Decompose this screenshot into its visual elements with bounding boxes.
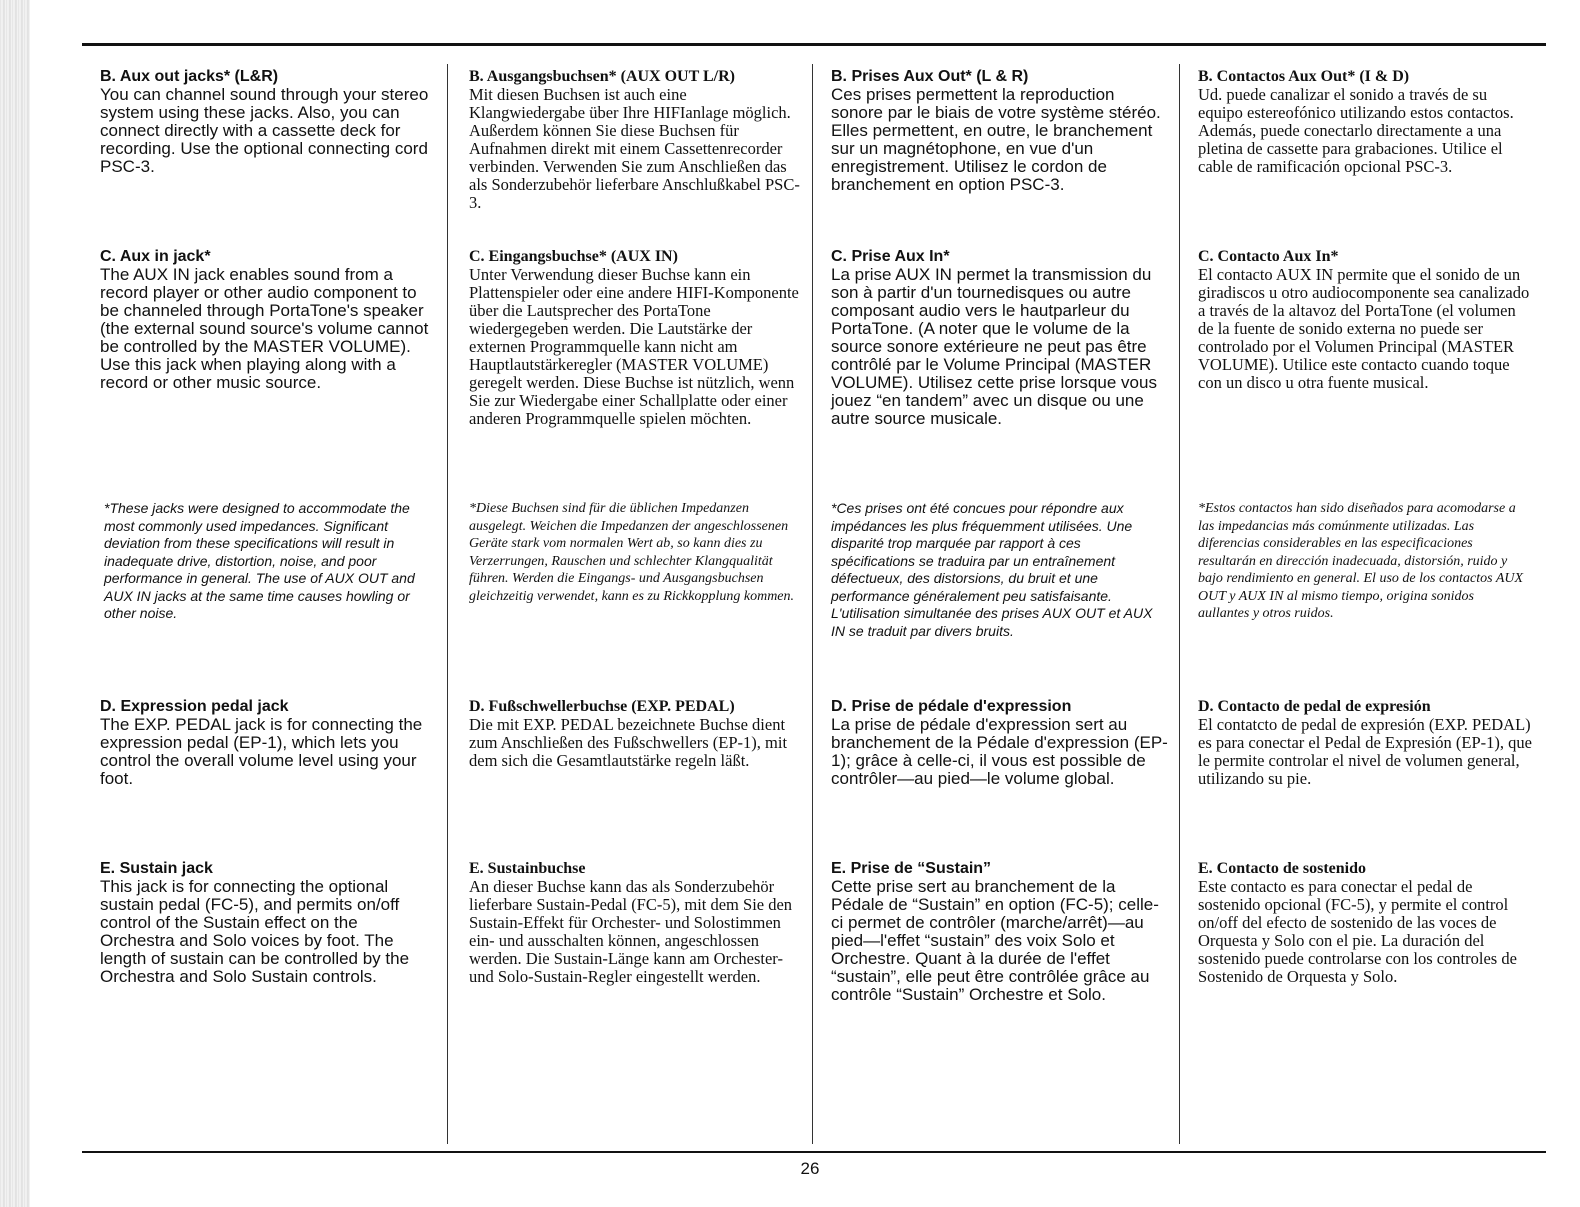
section-title: E. Sustain jack	[100, 860, 213, 877]
section-body: An dieser Buchse kann das als Sonderzubehör lieferbare Sustain-Pedal (FC-5), mit dem Sie den Sustain-Effekt für Orchester- und Solostimmen ein- und ausschalten können, angeschlossen werden. Die Sustain-Länge kann am Orchester- und Solo-Sustain-Regler eingestellt werden.	[469, 877, 793, 986]
section-title: B. Ausgangsbuchsen* (AUX OUT L/R)	[469, 68, 735, 85]
section-body: Mit diesen Buchsen ist auch eine Klangwiedergabe über Ihre HIFIanlage möglich. Außerdem können Sie diese Buchsen für Aufnahmen direkt mit einem Cassettenrecorder verbinden. Verwenden Sie zum Anschließen das als Sonderzubehör lieferbare Anschlußkabel PSC-3.	[469, 85, 800, 212]
section-sustain	[831, 860, 1169, 1004]
section-body: Este contacto es para conectar el pedal de sostenido opcional (FC-5), y permite el control on/off del efecto de sostenido de las voces de Orquesta y Solo con el pie. La duración del sostenido puede controlarse con los controles de Sostenido de Orquesta y Solo.	[1198, 877, 1517, 986]
impedance-note: *Diese Buchsen sind für die üblichen Impedanzen ausgelegt. Weichen die Impedanzen der angeschlossenen Geräte stark vom normalen Wert ab, so kann dies zu Verzerrungen, Rauschen und schlechter Klangqualität führen. Werden die Eingangs- und Ausgangsbuchsen gleichzeitig verwendet, kann es zu Rickkopplung kommen.	[469, 501, 795, 604]
section-aux-out	[1198, 68, 1532, 176]
section-title: D. Expression pedal jack	[100, 698, 289, 715]
bottom-rule	[82, 1151, 1546, 1153]
section-sustain	[469, 860, 801, 986]
column-divider	[1179, 64, 1180, 1144]
section-title: C. Contacto Aux In*	[1198, 248, 1339, 265]
section-body: La prise AUX IN permet la transmission du son à partir d'un tournedisques ou autre composant audio vers le hautparleur du PortaTone. (A noter que le volume de la source sonore extérieure ne peut pas être contrôlé par le Volume Principal (MASTER VOLUME). Utilisez cette prise lorsque vous jouez “en tandem” avec un disque ou une autre source musicale.	[831, 265, 1157, 428]
section-title: B. Prises Aux Out* (L & R)	[831, 68, 1029, 85]
section-title: D. Fußschwellerbuchse (EXP. PEDAL)	[469, 698, 735, 715]
section-aux-out	[100, 68, 436, 176]
scan-binding-edge	[0, 0, 30, 1207]
section-title: C. Aux in jack*	[100, 248, 211, 265]
section-title: C. Eingangsbuchse* (AUX IN)	[469, 248, 678, 265]
section-body: El contatcto de pedal de expresión (EXP. PEDAL) es para conectar el Pedal de Expresión (EP-1), que le permite controlar el nivel de volumen general, utilizando su pie.	[1198, 715, 1532, 788]
section-body: Die mit EXP. PEDAL bezeichnete Buchse dient zum Anschließen des Fußschwellers (EP-1), mit dem sich die Gesamtlautstärke regeln läßt.	[469, 715, 788, 770]
impedance-note: *These jacks were designed to accommodate the most commonly used impedances. Significant deviation from these specifications will result in inadequate drive, distortion, noise, and poor performance in general. The use of AUX OUT and AUX IN jacks at the same time causes howling or other noise.	[104, 500, 415, 621]
section-aux-out	[469, 68, 801, 212]
top-rule	[82, 43, 1546, 46]
section-body: You can channel sound through your stereo system using these jacks. Also, you can connect directly with a cassette deck for recording. Use the optional connecting cord PSC-3.	[100, 85, 429, 176]
page-number: 26	[800, 1159, 820, 1178]
section-body: Ces prises permettent la reproduction sonore par le biais de votre système stéréo. Elles permettent, en outre, le branchement sur un magnétophone, en vue d'un enregistrement. Utilisez le cordon de branchement en option PSC-3.	[831, 85, 1161, 194]
section-aux-in	[1198, 248, 1532, 392]
column-divider	[812, 64, 813, 1144]
section-title: E. Sustainbuchse	[469, 860, 586, 877]
section-body: La prise de pédale d'expression sert au branchement de la Pédale d'expression (EP-1); grâce à celle-ci, il vous est possible de contrôler—au pied—le volume global.	[831, 715, 1168, 788]
section-expression-pedal	[469, 698, 801, 770]
section-sustain	[100, 860, 436, 986]
section-title: B. Contactos Aux Out* (I & D)	[1198, 68, 1410, 85]
section-body: El contacto AUX IN permite que el sonido de un giradiscos u otro audiocomponente sea canalizado a través de la altavoz del PortaTone (el volumen de la fuente de sonido externa no puede ser controlado por el Volumen Principal (MASTER VOLUME). Utilice este contacto cuando toque con un disco u otra fuente musical.	[1198, 265, 1530, 392]
section-expression-pedal	[100, 698, 436, 788]
section-aux-out	[831, 68, 1169, 194]
section-title: B. Aux out jacks* (L&R)	[100, 68, 279, 85]
section-body: This jack is for connecting the optional sustain pedal (FC-5), and permits on/off control of the Sustain effect on the Orchestra and Solo voices by foot. The length of sustain can be controlled by the Orchestra and Solo Sustain controls.	[100, 877, 410, 986]
impedance-note: *Estos contactos han sido diseñados para acomodarse a las impedancias más comúnmente utilizadas. Las diferencias considerables en las especificaciones resultarán en dirección inadecuada, distorsión, ruido y bajo rendimiento en general. El uso de los contactos AUX OUT y AUX IN al mismo tiempo, origina sonidos aullantes y otros ruidos.	[1198, 501, 1524, 621]
section-title: D. Contacto de pedal de expresión	[1198, 698, 1431, 715]
section-title: E. Prise de “Sustain”	[831, 860, 992, 877]
section-body: Ud. puede canalizar el sonido a través de su equipo estereofónico utilizando estos contactos. Además, puede conectarlo directamente a una pletina de cassette para grabaciones. Utilice el cable de ramificación opcional PSC-3.	[1198, 85, 1514, 176]
section-title: D. Prise de pédale d'expression	[831, 698, 1072, 715]
section-aux-in	[100, 248, 436, 392]
section-aux-in	[469, 248, 801, 428]
section-title: E. Contacto de sostenido	[1198, 860, 1367, 877]
section-body: Unter Verwendung dieser Buchse kann ein Plattenspieler oder eine andere HIFI-Komponente über die Lautsprecher des PortaTone wiedergegeben werden. Die Lautstärke der externen Programmquelle kann nicht am Hauptlautstärkeregler (MASTER VOLUME) geregelt werden. Diese Buchse ist nützlich, wenn Sie zur Wiedergabe einer Schallplatte oder einer anderen Programmquelle spielen möchten.	[469, 265, 799, 428]
section-sustain	[1198, 860, 1532, 986]
section-body: The AUX IN jack enables sound from a record player or other audio component to be channeled through PortaTone's speaker (the external sound source's volume cannot be controlled by the MASTER VOLUME). Use this jack when playing along with a record or other music source.	[100, 265, 429, 392]
section-aux-in	[831, 248, 1169, 428]
impedance-note: *Ces prises ont été concues pour répondre aux impédances les plus fréquemment utilisées. Une disparité trop marquée par rapport à ces spécifications se traduira par un entraînement défectueux, des distorsions, du bruit et une performance généralement peu satisfaisante. L'utilisation simultanée des prises AUX OUT et AUX IN se traduit par divers bruits.	[831, 500, 1153, 639]
section-expression-pedal	[831, 698, 1169, 788]
section-title: C. Prise Aux In*	[831, 248, 950, 265]
section-body: Cette prise sert au branchement de la Pédale de “Sustain” en option (FC-5); celle-ci permet de contrôler (marche/arrêt)—au pied—l'effet “sustain” des voix Solo et Orchestre. Quant à la durée de l'effet “sustain”, elle peut être contrôlée grâce au contrôle “Sustain” Orchestre et Solo.	[831, 877, 1159, 1004]
column-divider	[447, 64, 448, 1144]
section-body: The EXP. PEDAL jack is for connecting the expression pedal (EP-1), which lets you control the overall volume level using your foot.	[100, 715, 423, 788]
section-expression-pedal	[1198, 698, 1532, 788]
